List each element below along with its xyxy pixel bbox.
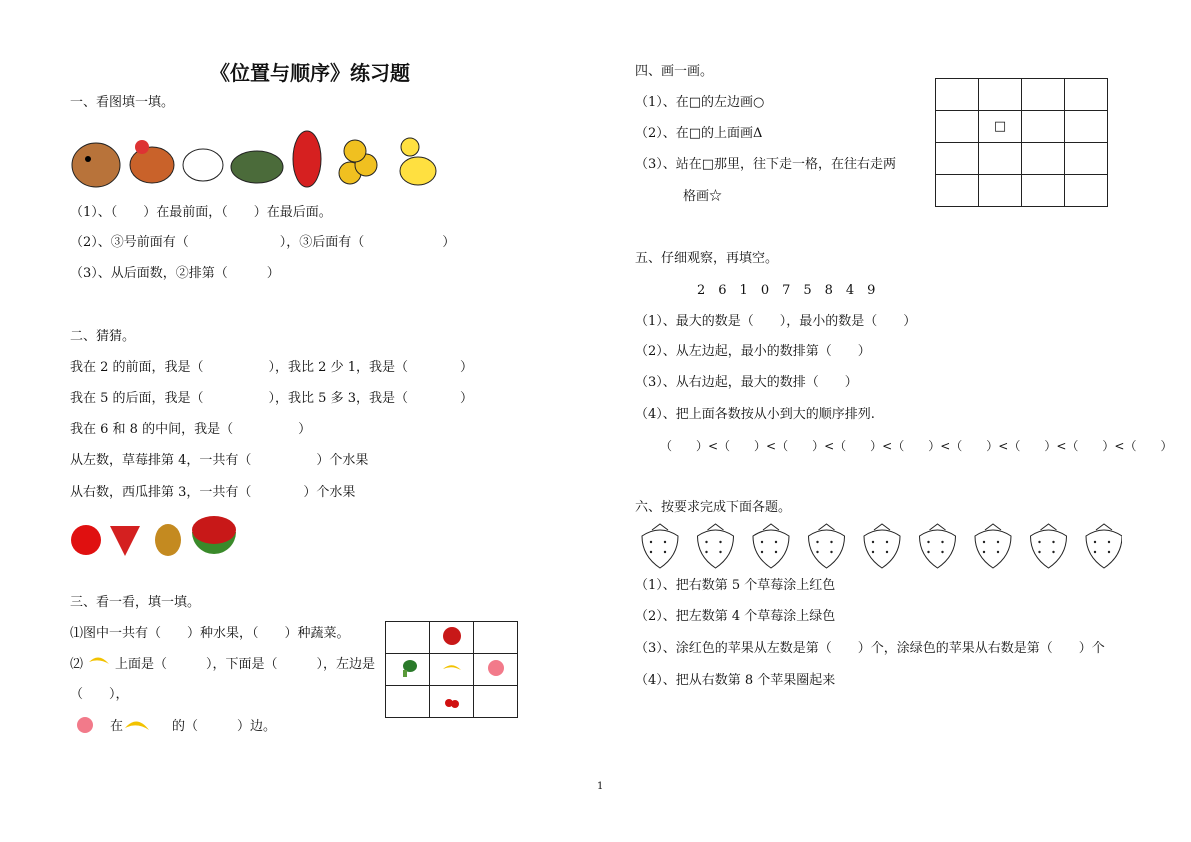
s5-question-3: （3）、从右边起，最大的数排（ ） [635, 375, 858, 390]
section-6-heading: 六、按要求完成下面各题。 [635, 500, 792, 515]
strawberry-outline-icon[interactable] [920, 524, 956, 568]
caterpillar-icon [339, 140, 377, 184]
s2-question-3: 我在 6 和 8 的中间，我是（ ） [70, 422, 312, 437]
cherry-icon [442, 690, 462, 710]
section-5-heading: 五、仔细观察，再填空。 [635, 251, 779, 266]
animals-illustration [70, 125, 440, 193]
tomato-icon [442, 626, 462, 646]
peach-icon [76, 716, 94, 734]
strawberry-outline-icon[interactable] [753, 524, 789, 568]
fruits-illustration [70, 512, 240, 558]
strawberry-outline-icon[interactable] [1086, 524, 1122, 568]
banana-icon [442, 661, 462, 675]
s6-question-2: （2）、把左数第 4 个草莓涂上绿色 [635, 609, 836, 624]
s1-question-1: （1）、（ ）在最前面，（ ）在最后面。 [70, 205, 332, 220]
s2-question-4: 从左数，草莓排第 4，一共有（ ）个水果 [70, 453, 369, 468]
peach-icon [486, 658, 506, 678]
animal-icon [72, 143, 120, 187]
s3-question-2: 上面是（ ），下面是（ ），左边是 [115, 657, 376, 672]
fruit-grid [385, 621, 518, 718]
section-1-heading: 一、看图填一填。 [70, 95, 175, 110]
banana-icon [88, 654, 110, 668]
pineapple-icon [155, 524, 181, 556]
s6-question-4: （4）、把从右数第 8 个苹果圈起来 [635, 673, 836, 688]
section-3-heading: 三、看一看，填一填。 [70, 595, 201, 610]
drawing-grid [935, 78, 1108, 207]
s5-question-2: （2）、从左边起，最小的数排第（ ） [635, 344, 871, 359]
strawberry-outline-icon[interactable] [642, 524, 678, 568]
s2-question-2: 我在 5 的后面，我是（ ），我比 5 多 3，我是（ ） [70, 391, 473, 406]
s4-question-3-cont: 格画☆ [683, 189, 723, 204]
vegetable-icon [398, 658, 418, 678]
number-sequence: 2 6 1 0 7 5 8 4 9 [697, 283, 876, 298]
s4-question-2: （2）、在□的上面画Δ [635, 126, 763, 141]
s6-question-3: （3）、涂红色的苹果从左数是第（ ）个，涂绿色的苹果从右数是第（ ）个 [635, 641, 1105, 656]
turtle-icon [231, 151, 283, 183]
s5-question-4: （4）、把上面各数按从小到大的顺序排列. [635, 407, 875, 422]
s3-question-3-b: 的（ ）边。 [172, 719, 277, 734]
s3-question-3-a: 在 [110, 719, 124, 734]
s5-question-1: （1）、最大的数是（ ），最小的数是（ ） [635, 314, 917, 329]
ordering-blanks: （ ）<（ ）<（ ）<（ ）<（ ）<（ ）<（ ）<（ ）<（ ） [660, 439, 1173, 453]
rooster-icon [293, 131, 321, 187]
s1-question-2: （2）、③号前面有（ ），③后面有（ ） [70, 235, 456, 250]
strawberries-row [638, 522, 1122, 572]
strawberry-outline-icon[interactable] [1031, 524, 1067, 568]
bird-icon [183, 149, 223, 181]
s1-question-3: （3）、从后面数，②排第（ ） [70, 266, 280, 281]
banana-icon [124, 716, 150, 734]
page-number: 1 [597, 781, 604, 792]
strawberry-outline-icon[interactable] [698, 524, 734, 568]
strawberry-outline-icon[interactable] [809, 524, 845, 568]
strawberry-icon [110, 526, 140, 556]
duck-icon [400, 138, 436, 185]
s6-question-1: （1）、把右数第 5 个草莓涂上红色 [635, 578, 836, 593]
s4-question-1: （1）、在□的左边画○ [635, 95, 765, 110]
s4-question-3: （3）、站在□那里，往下走一格，在往右走两 [635, 157, 897, 172]
strawberry-outline-icon[interactable] [864, 524, 900, 568]
s3-question-2-number: ⑵ [70, 657, 84, 672]
page-title: 《位置与顺序》练习题 [210, 61, 410, 85]
s3-question-1: ⑴图中一共有（ ）种水果，（ ）种蔬菜。 [70, 626, 350, 641]
section-2-heading: 二、猜猜。 [70, 329, 136, 344]
section-4-heading: 四、画一画。 [635, 64, 714, 79]
strawberry-outline-icon[interactable] [975, 524, 1011, 568]
s2-question-5: 从右数，西瓜排第 3，一共有（ ）个水果 [70, 485, 356, 500]
s2-question-1: 我在 2 的前面，我是（ ），我比 2 少 1，我是（ ） [70, 360, 473, 375]
s3-question-2-cont: （ ）， [70, 687, 129, 702]
grid-square-mark: □ [979, 111, 1022, 143]
hen-icon [130, 140, 174, 183]
apple-icon [71, 525, 101, 555]
